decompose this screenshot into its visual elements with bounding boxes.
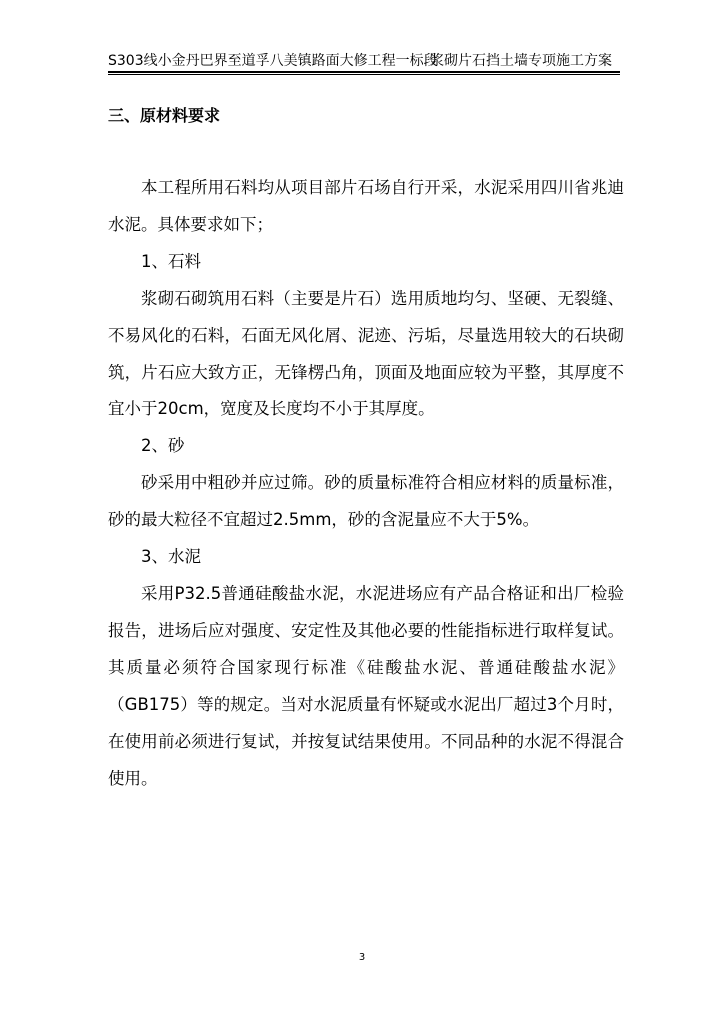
subheading-stone: 1、石料 xyxy=(141,251,201,271)
body-text xyxy=(108,170,624,797)
sand-paragraph: 砂采用中粗砂并应过筛。砂的质量标准符合相应材料的质量标准，砂的最大粒径不宜超过2.5mm，砂的含泥量应不大于5%。 xyxy=(108,473,624,530)
section-title: 三、原材料要求 xyxy=(108,106,221,125)
header-rule-thin xyxy=(108,74,620,75)
subheading-sand: 2、砂 xyxy=(141,436,185,456)
subheading-cement: 3、水泥 xyxy=(141,547,201,567)
intro-paragraph: 本工程所用石料均从项目部片石场自行开采，水泥采用四川省兆迪水泥。具体要求如下； xyxy=(108,178,624,234)
page-header xyxy=(108,50,620,72)
cement-paragraph: 采用P32.5普通硅酸盐水泥，水泥进场应有产品合格证和出厂检验报告，进场后应对强度、安定性及其他必要的性能指标进行取样复试。其质量必须符合国家现行标准《硅酸盐水泥、普通硅酸盐水泥》（GB175）等的规定。当对水泥质量有怀疑或水泥出厂超过3个月时，在使用前必须进行复试，并按复试结果使用。不同品种的水泥不得混合使用。 xyxy=(108,583,624,788)
header-document-title: 浆砌片石挡土墙专项施工方案 xyxy=(430,53,612,69)
header-rule xyxy=(108,71,620,73)
stone-paragraph: 浆砌石砌筑用石料（主要是片石）选用质地均匀、坚硬、无裂缝、不易风化的石料，石面无风化屑、泥迹、污垢，尽量选用较大的石块砌筑，片石应大致方正，无锋楞凸角，顶面及地面应较为平整，其厚度不宜小于20cm，宽度及长度均不小于其厚度。 xyxy=(108,288,624,419)
header-project-title: S303线小金丹巴界至道孚八美镇路面大修工程一标段 xyxy=(108,53,438,69)
page-number: 3 xyxy=(358,952,366,963)
